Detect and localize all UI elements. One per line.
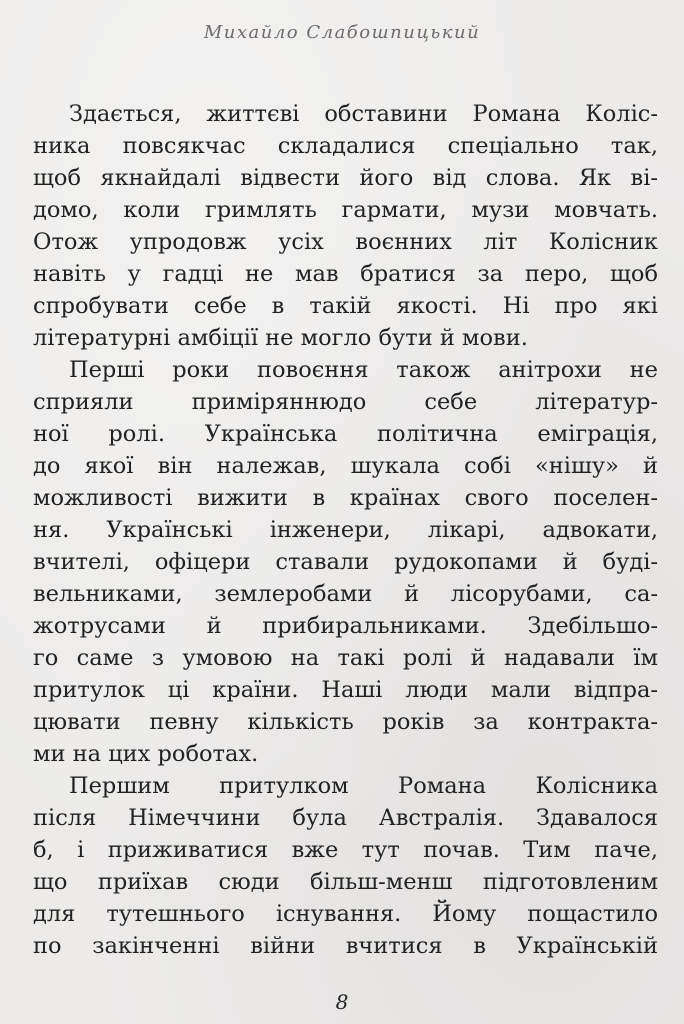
text-line: притулок ці країни. Наші люди мали відпра- [33,677,658,703]
text-line: ника повсякчас складалися спеціально так, [33,133,658,159]
running-head: Михайло Слабошпицький [203,22,481,43]
text-line: щоб якнайдалі відвести його від слова. Як ві- [33,165,658,191]
text-line: Здається, життєві обставини Романа Коліс- [69,101,658,127]
text-line: ми на цих роботах. [33,741,259,767]
text-line: цювати певну кількість років за контракта- [33,709,658,735]
text-line: ної ролі. Українська політична еміграція, [33,421,658,447]
text-line: жотрусами й прибиральниками. Здебільшо- [33,613,658,639]
text-line: по закінченні війни вчитися в Українській [33,933,658,959]
text-line: до якої він належав, шукала собі «нішу» й [33,453,658,479]
text-line: ня. Українські інженери, лікарі, адвокати, [33,517,658,543]
text-line: навіть у гадці не мав братися за перо, щоб [33,261,658,287]
text-line: що приїхав сюди більш-менш підготовленим [33,869,658,895]
text-line: Першим притулком Романа Колісника [69,773,658,799]
text-line: б, і приживатися вже тут почав. Тим паче, [33,837,658,863]
text-line: для тутешнього існування. Йому пощастило [33,901,658,927]
text-line: Перші роки повоєння також анітрохи не [69,357,658,383]
text-line: вчителі, офіцери ставали рудокопами й буді- [33,549,658,575]
text-line: сприяли приміряннюдо себе літератур- [33,389,658,415]
body-text [33,98,658,962]
page-number: 8 [335,990,349,1014]
text-line: літературні амбіції не могло бути й мови. [33,325,528,351]
text-line: можливості вижити в країнах свого поселен- [33,485,658,511]
text-line: домо, коли гримлять гармати, музи мовчать. [33,197,658,223]
text-line: го саме з умовою на такі ролі й надавали їм [33,645,658,671]
text-line: Отож упродовж усіх воєнних літ Колісник [33,229,658,255]
text-line: після Німеччини була Австралія. Здавалося [33,805,658,831]
text-line: спробувати себе в такій якості. Ні про які [33,293,658,319]
text-line: вельниками, землеробами й лісорубами, са- [33,581,658,607]
